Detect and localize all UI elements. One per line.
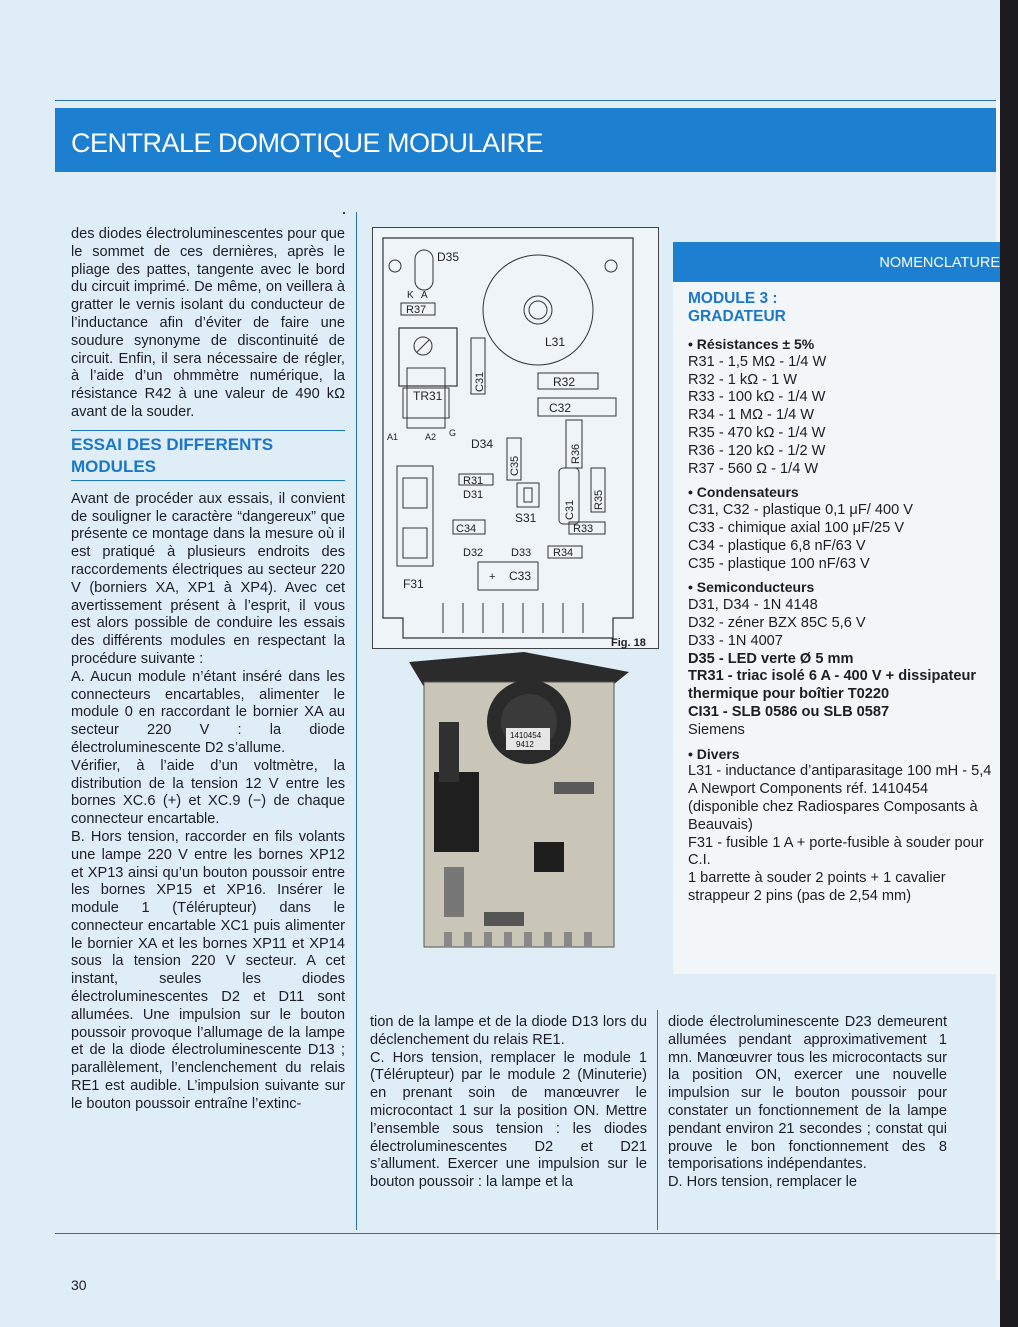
fig-label: S31: [515, 511, 537, 525]
list-item: F31 - fusible 1 A + porte-fusible à souder pour C.I.: [688, 834, 984, 869]
fig-label: K: [407, 290, 414, 301]
pcb-drawing: [373, 228, 658, 648]
fig-label: C31: [474, 371, 486, 392]
paragraph: Avant de procéder aux essais, il convient de souligner le caractère “dangereux” que présente ce montage dans la mesure où il est pratiqué à plusieurs endroits des raccordements électriques au secteur 220 V (borniers XA, XP1 à XP4). Avec cet avertissement présent à l’esprit, il vous est alors possible de conduire les essais des différents modules en respectant la procédure suivante :: [71, 490, 345, 667]
fig-label: R31: [463, 475, 484, 487]
paragraph: D. Hors tension, remplacer le: [668, 1174, 857, 1191]
list-item: C34 - plastique 6,8 nF/63 V: [688, 537, 866, 554]
module-title: MODULE 3 :: [688, 290, 778, 307]
fig-label: R34: [553, 547, 574, 559]
list-item: D31, D34 - 1N 4148: [688, 597, 818, 614]
fig-label: C35: [509, 455, 521, 476]
list-item: C35 - plastique 100 nF/63 V: [688, 555, 870, 572]
page-number: 30: [71, 1277, 87, 1293]
fig-label: A1: [387, 432, 399, 442]
module-subtitle: GRADATEUR: [688, 308, 786, 325]
category-heading: • Condensateurs: [688, 484, 799, 501]
list-item: 1 barrette à souder 2 points + 1 cavalier strappeur 2 pins (pas de 2,54 mm): [688, 870, 946, 904]
fig-label: A2: [425, 432, 437, 442]
fig-label: D32: [463, 547, 484, 559]
list-item: C33 - chimique axial 100 μF/25 V: [688, 519, 905, 536]
category-heading: • Semiconducteurs: [688, 579, 815, 596]
column-1: [71, 226, 345, 1114]
fig-label: R32: [553, 375, 576, 389]
nomenclature-box: [673, 242, 1000, 974]
fig-label: F31: [403, 577, 424, 591]
intro-paragraph: des diodes électroluminescentes pour que le sommet de ces dernières, après le pliage des pattes, tangente avec le bord du circuit imprimé. De même, on veillera à gratter le vernis isolant du conducteur de l’inductance afin d’éviter de faire une soudure synonyme de discontinuité de circuit. Enfin, il sera nécessaire de régler, à l’aide d’un ohmmètre numérique, la résistance R42 à une valeur de 490 kΩ avant de la souder.: [71, 226, 345, 420]
column-divider: [356, 212, 357, 1230]
fig-label: C33: [509, 569, 532, 583]
list-item: TR31 - triac isolé 6 A - 400 V + dissipateur thermique pour boîtier T0220: [688, 668, 977, 703]
nomenclature-body: [688, 290, 993, 906]
header-banner: [55, 108, 1000, 172]
photo-drawing: [404, 652, 634, 952]
list-item: R36 - 120 kΩ - 1/2 W: [688, 442, 826, 459]
fig-label: R36: [570, 443, 582, 464]
column-2: [370, 1014, 647, 1192]
page-title: CENTRALE DOMOTIQUE MODULAIRE: [71, 128, 544, 158]
section-heading-block: [71, 430, 345, 481]
list-item: R32 - 1 kΩ - 1 W: [688, 371, 798, 388]
fig-label: A: [421, 290, 428, 301]
section-heading: ESSAI DES DIFFERENTS MODULES: [71, 434, 274, 476]
list-item: R34 - 1 MΩ - 1/4 W: [688, 407, 815, 424]
paragraph: Vérifier, à l’aide d’un voltmètre, la distribution de la tension 12 V entre les bornes XC.6 (+) et XC.9 (−) de chaque connecteur encartable.: [71, 757, 345, 828]
fig-label: R33: [573, 523, 594, 535]
fig-label: C31: [564, 499, 576, 520]
nomenclature-title: NOMENCLATURE: [879, 255, 1000, 271]
list-item: CI31 - SLB 0586 ou SLB 0587: [688, 703, 890, 720]
list-item: R31 - 1,5 MΩ - 1/4 W: [688, 353, 827, 370]
dot-mark: [343, 212, 345, 214]
list-item: D32 - zéner BZX 85C 5,6 V: [688, 614, 866, 631]
figure-caption: Fig. 18: [611, 637, 646, 649]
list-item: R33 - 100 kΩ - 1/4 W: [688, 389, 826, 406]
fig-label: D31: [463, 489, 484, 501]
fig-label: R37: [406, 304, 427, 316]
category-heading: • Divers: [688, 745, 740, 762]
fig-label: C32: [549, 401, 572, 415]
list-item: D35 - LED verte Ø 5 mm: [688, 650, 854, 667]
heading-rule-bottom: [71, 480, 345, 481]
fig-label: TR31: [413, 389, 443, 403]
footer-rule: [55, 1233, 1000, 1234]
list-item: D33 - 1N 4007: [688, 632, 783, 649]
photo-text: 1410454: [510, 731, 542, 740]
list-item: R37 - 560 Ω - 1/4 W: [688, 460, 819, 477]
column-divider: [657, 1010, 658, 1230]
fig-label: L31: [545, 335, 566, 349]
fig-label: G: [449, 428, 457, 438]
paragraph: A. Aucun module n’étant inséré dans les connecteurs encartables, alimenter le module 0 en raccordant le bornier XA au secteur 220 V : la diode électroluminescente D2 s’allume.: [71, 668, 345, 756]
page-edge-shadow: [1000, 0, 1018, 1327]
paragraph: C. Hors tension, remplacer le module 1 (Télérupteur) par le module 2 (Minuterie) en prenant soin de manœuvrer le microcontact 1 sur la position ON. Mettre l’ensemble sous tension : les diodes électroluminescentes D2 et D21 s’allument. Exercer une impulsion sur le bouton poussoir : la lampe et la: [370, 1049, 647, 1191]
nomenclature-bar: [673, 242, 1000, 282]
heading-rule-top: [71, 430, 345, 431]
category-heading: • Résistances ± 5%: [688, 336, 815, 352]
list-item: Siemens: [688, 721, 745, 738]
paragraph: B. Hors tension, raccorder en fils volants une lampe 220 V entre les bornes XP12 et XP13 ainsi qu’un bouton poussoir entre les bornes XP15 et XP16. Insérer le module 1 (Télérupteur) dans le connecteur encartable XC1 puis alimenter le bornier XA et les bornes XP11 et XP14 sous la tension 220 V secteur. A cet instant, seules les diodes électroluminescentes D2 et D11 sont allumées. Une impulsion sur le bouton poussoir provoque l’allumage de la lampe et de la diode électroluminescente D13 ; parallèlement, l’enclenchement du relais RE1 est audible. L’impulsion suivante sur le bouton poussoir entraîne l’extinc-: [71, 828, 345, 1112]
figure-pcb-layout: [372, 227, 659, 649]
fig-label: D35: [437, 250, 460, 264]
paragraph: diode électroluminescente D23 demeurent allumées pendant approximativement 1 mn. Manœuvrer tous les microcontacts sur la position ON, exercer une nouvelle impulsion sur le bouton poussoir pour constater un fonctionnement de la lampe pendant environ 21 secondes ; constat qui prouve le bon fonctionnement des 8 temporisations indépendantes.: [668, 1014, 947, 1173]
list-item: C31, C32 - plastique 0,1 μF/ 400 V: [688, 502, 914, 519]
fig-label: D33: [511, 547, 532, 559]
list-item: L31 - inductance d’antiparasitage 100 mH - 5,4 A Newport Components réf. 1410454 (disponible chez Radiospares Composants à Beauvais): [688, 763, 992, 833]
fig-label: R35: [593, 489, 605, 510]
fig-label: C34: [456, 523, 477, 535]
fig-label: +: [489, 571, 496, 583]
photo-text: 9412: [516, 740, 534, 749]
module-photo: [404, 652, 634, 952]
list-item: R35 - 470 kΩ - 1/4 W: [688, 424, 826, 441]
fig-label: D34: [471, 437, 494, 451]
header-rule: [55, 100, 1018, 101]
paragraph: tion de la lampe et de la diode D13 lors du déclenchement du relais RE1.: [370, 1014, 647, 1048]
column-3: [668, 1014, 947, 1192]
